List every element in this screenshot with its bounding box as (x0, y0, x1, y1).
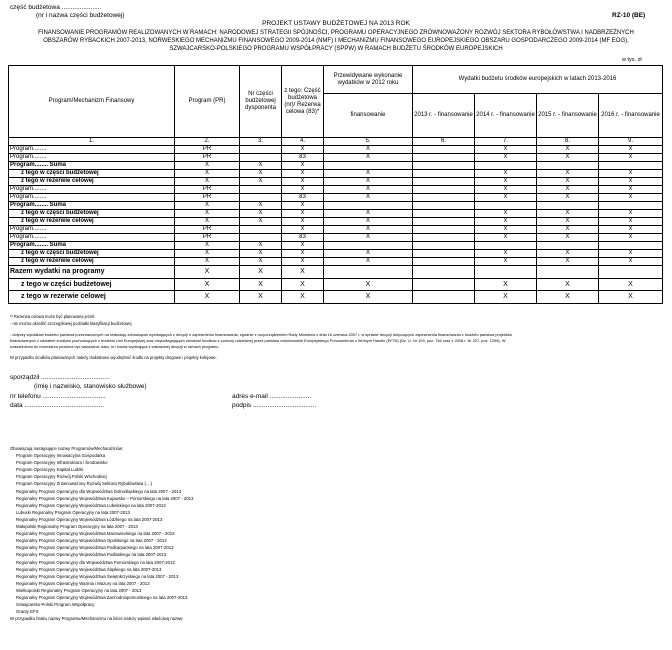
table-cell (475, 202, 537, 210)
table-cell: X (175, 258, 240, 266)
list-item: Regionalny Program Operacyjny Województwa Opolskiego na lata 2007 - 2013 (16, 538, 167, 544)
table-row (9, 250, 663, 258)
table-row (9, 154, 663, 162)
table-row (9, 210, 663, 218)
table-cell: X (324, 178, 413, 186)
table-cell: X (240, 266, 282, 279)
table-cell: X (324, 154, 413, 162)
table-cell: X (175, 202, 240, 210)
table-cell: X (599, 178, 663, 186)
note-3: - dotyczy wydatków budżetu państwa przeznaczonych na realizację zobowiązań wynikających z decyzji o zapewnieniu finansowania, zgodnie z rozporządzeniem Rady Ministrów z dnia 16 czerwca 2007 r. w sprawie decyzji dotyczących zapewnienia finansowania z budżetu państwa projektów (10, 332, 512, 337)
table-cell (599, 162, 663, 170)
table-cell: X (324, 250, 413, 258)
note-4: finansowanych z udziałem środków pochodzących z budżetu Unii Europejskiej oraz niepodlegających zwrotowi środków z pomocy udzielanej przez państwa członkowskie Europejskiego Porozumienia o Wolnym Handlu (EFTA) (Dz. U. Nr 109, poz. 746 oraz z 2008 r. Nr 207, poz. 1296). W (10, 338, 506, 343)
table-cell (475, 162, 537, 170)
table-cell: X (537, 291, 599, 304)
column-number-cell: 1. (9, 138, 175, 146)
table-cell: X (475, 234, 537, 242)
table-row (9, 258, 663, 266)
table-cell: X (240, 202, 282, 210)
column-number-cell: 9. (599, 138, 663, 146)
table-cell: X (282, 250, 324, 258)
table-cell: X (599, 194, 663, 202)
row-label: z tego w rezerwie celowej (9, 178, 175, 186)
table-cell: 83 (282, 194, 324, 202)
table-cell: X (537, 258, 599, 266)
table-cell (240, 186, 282, 194)
table-cell: X (599, 226, 663, 234)
table-cell: X (324, 186, 413, 194)
table-cell (413, 278, 475, 291)
table-cell: 83 (282, 234, 324, 242)
row-label: Program........ (9, 186, 175, 194)
list-item: Małopolski Regionalny Program Operacyjny na lata 2007 - 2013 (16, 524, 138, 530)
table-cell: X (599, 218, 663, 226)
table-cell: X (282, 266, 324, 279)
list-item: Szwajcarsko-Polski Program Współpracy (16, 602, 95, 608)
form-code: RZ-10 (BE) (612, 12, 646, 19)
document-title: PROJEKT USTAWY BUDŻETOWEJ NA 2013 ROK (262, 20, 410, 27)
table-cell: X (475, 194, 537, 202)
table-cell: X (475, 226, 537, 234)
table-cell: X (324, 170, 413, 178)
column-number-cell: 4. (282, 138, 324, 146)
table-cell: X (475, 154, 537, 162)
podpis-line: podpis ................................... (232, 402, 317, 409)
table-cell: X (475, 178, 537, 186)
table-cell: PR (175, 226, 240, 234)
table-cell: X (282, 291, 324, 304)
table-cell (240, 226, 282, 234)
row-label: z tego w części budżetowej (9, 250, 175, 258)
table-row (9, 146, 663, 154)
table-cell: X (475, 210, 537, 218)
program-list-footer: W przypadku braku nazwy Programu/Mechanizmu na liście należy wpisać właściwą nazwę (10, 616, 183, 622)
table-cell: X (240, 210, 282, 218)
row-label: Program........ Suma (9, 202, 175, 210)
row-label: Program........ Suma (9, 242, 175, 250)
table-cell (413, 194, 475, 202)
table-cell: X (282, 218, 324, 226)
list-item: Regionalny Program Operacyjny dla Województwa Dolnośląskiego na lata 2007 - 2013 (16, 488, 182, 494)
table-cell: X (282, 186, 324, 194)
list-item: Program Operacyjny Kapitał Ludzki (16, 467, 84, 473)
table-cell: X (282, 258, 324, 266)
table-cell (537, 242, 599, 250)
table-cell: X (475, 218, 537, 226)
program-list (10, 445, 193, 622)
table-cell (413, 234, 475, 242)
table-cell (324, 202, 413, 210)
sporzadzil-line: sporządził ...................................... (10, 374, 110, 381)
table-cell (413, 162, 475, 170)
table-cell: X (240, 170, 282, 178)
list-item: Regionalny Program Operacyjny Województwa Śląskiego na lata 2007-2013 (16, 566, 162, 572)
table-cell (413, 186, 475, 194)
header-2014: 2014 r. - finansowanie (475, 94, 537, 138)
table-cell: PR (175, 234, 240, 242)
table-cell (240, 234, 282, 242)
header-wydatki: Wydatki budżetu środków europejskich w latach 2013-2016 (413, 66, 663, 94)
table-cell (413, 154, 475, 162)
table-cell (413, 291, 475, 304)
row-label: Razem wydatki na programy (9, 266, 175, 279)
header-program: Program/Mechanizm Finansowy (9, 66, 175, 138)
note-5: uzasadnieniu do formularza powinna być wskazana: data, nr i kwota wynikająca z wskazanej decyzji w ramach programu. (10, 344, 220, 349)
table-cell: X (324, 278, 413, 291)
telefon-line: nr telefonu ................................... (10, 393, 106, 400)
table-cell (413, 170, 475, 178)
list-item: Regionalny Program Operacyjny Województwa Łódzkiego na lata 2007-2013 (16, 516, 163, 522)
table-cell: X (175, 218, 240, 226)
column-number-row (9, 138, 663, 146)
table-cell (413, 146, 475, 154)
list-item: Program Operacyjny Innowacyjna Gospodarka (16, 453, 106, 459)
table-cell: X (282, 178, 324, 186)
table-row (9, 162, 663, 170)
table-cell: X (240, 250, 282, 258)
row-label: z tego w rezerwie celowej (9, 218, 175, 226)
table-cell: X (537, 218, 599, 226)
table-cell (537, 266, 599, 279)
table-cell (599, 266, 663, 279)
table-cell: X (240, 218, 282, 226)
table-cell: X (175, 242, 240, 250)
note-1: */ Rezerwa celowa może być planowana jeżeli: (10, 314, 96, 319)
table-cell (413, 242, 475, 250)
table-cell: X (537, 194, 599, 202)
table-cell: X (537, 210, 599, 218)
table-cell: X (240, 258, 282, 266)
table-cell (413, 178, 475, 186)
table-row (9, 202, 663, 210)
header-z-tego: z tego: Część budżetowa (nr)/ Rezerwa celowa (83)* (282, 66, 324, 138)
subtitle-line-1: FINANSOWANIE PROGRAMÓW REALIZOWANYCH W RAMACH: NARODOWEJ STRATEGII SPÓJNOŚCI, PROGRAMU OPERACYJNEGO ZRÓWNOWAŻONY ROZWÓJ SEKTORA RYBOŁÓWSTWA I NADBRZEŻNYCH (38, 30, 634, 36)
row-label: Program........ Suma (9, 162, 175, 170)
table-cell: X (475, 146, 537, 154)
header-2013: 2013 r. - finansowanie (413, 94, 475, 138)
table-cell: X (175, 210, 240, 218)
email-line: adres e-mail ....................... (232, 393, 312, 400)
table-cell: X (324, 210, 413, 218)
table-cell (475, 242, 537, 250)
row-label: z tego w części budżetowej (9, 278, 175, 291)
table-cell: X (537, 178, 599, 186)
table-cell: X (175, 250, 240, 258)
list-item: Program Operacyjny Rozwój Polski Wschodniej (16, 474, 107, 480)
list-item: Regionalny Program Operacyjny Województwa Świętokrzyskiego na lata 2007 - 2013 (16, 573, 179, 579)
column-number-cell: 2. (175, 138, 240, 146)
table-cell (240, 146, 282, 154)
table-cell: X (599, 278, 663, 291)
list-item: Regionalny Program Operacyjny Województwa Kujawsko – Pomorskiego na lata 2007 - 2013 (16, 495, 194, 501)
table-cell: X (175, 266, 240, 279)
column-number-cell: 6. (413, 138, 475, 146)
table-row (9, 218, 663, 226)
header-finansowanie: finansowanie (324, 94, 413, 138)
unit-label: w tys. zł (622, 57, 642, 63)
table-row (9, 266, 663, 279)
table-cell: X (599, 234, 663, 242)
row-label: Program........ (9, 194, 175, 202)
table-cell: X (282, 226, 324, 234)
subtitle-line-2: OBSZARÓW RYBACKICH 2007-2013, NORWESKIEGO MECHANIZMU FINANSOWEGO 2009-2014 (NMF) I MECHANIZMU FINANSOWEGO EUROPEJSKIEGO OBSZARU GOSPODARCZEGO 2009-2014 (MF EOG), (43, 38, 629, 44)
table-row (9, 186, 663, 194)
table-row (9, 170, 663, 178)
table-cell (537, 202, 599, 210)
data-line: data ............................................ (10, 402, 104, 409)
table-cell: X (324, 194, 413, 202)
table-cell: X (537, 154, 599, 162)
row-label: Program........ (9, 154, 175, 162)
list-item: Regionalny Program Operacyjny Województwa Podkarpackiego na lata 2007-2013 (16, 545, 174, 551)
row-label: z tego w rezerwie celowej (9, 291, 175, 304)
table-cell: X (175, 162, 240, 170)
column-number-cell: 7. (475, 138, 537, 146)
table-cell: X (599, 170, 663, 178)
table-cell (413, 250, 475, 258)
table-cell: X (537, 186, 599, 194)
table-cell: X (240, 278, 282, 291)
table-cell: X (282, 162, 324, 170)
row-label: Program........ (9, 226, 175, 234)
table-cell: X (282, 146, 324, 154)
table-cell: X (175, 178, 240, 186)
table-cell: X (537, 250, 599, 258)
table-cell: X (324, 226, 413, 234)
table-cell: X (324, 234, 413, 242)
table-cell (413, 226, 475, 234)
table-cell: X (175, 278, 240, 291)
table-row (9, 178, 663, 186)
czesc-budzetowa-caption: (nr i nazwa części budżetowej) (36, 12, 125, 19)
table-cell (413, 210, 475, 218)
table-cell: X (599, 186, 663, 194)
table-cell: X (475, 258, 537, 266)
row-label: z tego w części budżetowej (9, 170, 175, 178)
imie-caption: (imię i nazwisko, stanowisko służbowe) (34, 383, 147, 390)
list-item: Regionalny Program Operacyjny Województwa Lubelskiego na lata 2007-2013 (16, 502, 166, 508)
table-cell: X (599, 154, 663, 162)
table-cell: X (282, 210, 324, 218)
header-nr-czesci: Nr części budżetowej dysponenta (240, 66, 282, 138)
table-cell: X (175, 291, 240, 304)
column-number-cell: 5. (324, 138, 413, 146)
list-item: Regionalny Program Operacyjny Warmia i Mazury na lata 2007 - 2013 (16, 580, 150, 586)
row-label: z tego w części budżetowej (9, 210, 175, 218)
subtitle-line-3: SZWAJCARSKO-POLSKIEGO PROGRAMU WSPÓŁPRACY (SPPW) W RAMACH BUDŻETU ŚRODKÓW EUROPEJSKICH (169, 46, 503, 52)
table-cell (413, 202, 475, 210)
table-cell: X (240, 178, 282, 186)
table-cell: X (282, 170, 324, 178)
table-cell: PR (175, 146, 240, 154)
table-row (9, 291, 663, 304)
table-cell (324, 266, 413, 279)
table-cell (413, 266, 475, 279)
table-cell: X (324, 258, 413, 266)
header-2016: 2016 r. - finansowanie (599, 94, 663, 138)
table-cell: 83 (282, 154, 324, 162)
table-cell: X (175, 170, 240, 178)
table-cell: X (599, 258, 663, 266)
row-label: z tego w rezerwie celowej (9, 258, 175, 266)
table-cell: X (282, 202, 324, 210)
program-list-title: Obowiązują następujące nazwy Programów/Mechanizmów: (10, 446, 124, 451)
table-cell (324, 162, 413, 170)
table-cell: X (599, 291, 663, 304)
table-row (9, 242, 663, 250)
czesc-budzetowa-line: część budżetowa ...................... (10, 4, 102, 11)
list-item: Lubuski Regionalny Program Operacyjny na lata 2007-2013 (16, 509, 130, 515)
table-cell: X (240, 242, 282, 250)
table-cell: X (537, 226, 599, 234)
header-2015: 2015 r. - finansowanie (537, 94, 599, 138)
note-2: - nie można określić szczegółowej podziałki klasyfikacji budżetowej (10, 321, 132, 326)
header-pr: Program (PR) (175, 66, 240, 138)
table-cell (324, 242, 413, 250)
table-row (9, 194, 663, 202)
table-cell (240, 154, 282, 162)
table-cell: X (475, 170, 537, 178)
table-cell: X (282, 278, 324, 291)
table-cell: X (282, 242, 324, 250)
table-cell (475, 266, 537, 279)
table-cell: PR (175, 194, 240, 202)
row-label: Program........ (9, 146, 175, 154)
table-cell (240, 194, 282, 202)
table-cell (413, 258, 475, 266)
table-row (9, 278, 663, 291)
column-number-cell: 8. (537, 138, 599, 146)
table-cell: X (537, 170, 599, 178)
table-row (9, 234, 663, 242)
table-cell: X (475, 250, 537, 258)
table-cell: X (475, 291, 537, 304)
column-number-cell: 3. (240, 138, 282, 146)
table-cell: X (240, 291, 282, 304)
table-cell: X (324, 291, 413, 304)
list-item: Regionalny Program Operacyjny dla Województwa Pomorskiego na lata 2007-2013 (16, 559, 175, 565)
note-6: W przypadku środków planowanych należy dodatkowo wyodrębnić środki na projekty drogowe i projekty kolejowe. (10, 355, 217, 360)
table-cell: X (475, 278, 537, 291)
list-item: Regionalny Program Operacyjny Województwa Podlaskiego na lata 2007-2013 (16, 552, 167, 558)
list-item: Regionalny Program Operacyjny Województwa Zachodniopomorskiego na lata 2007-2013 (16, 594, 188, 600)
table-cell: X (599, 146, 663, 154)
table-cell (599, 202, 663, 210)
table-row (9, 226, 663, 234)
list-item: Program Operacyjny Infrastruktura i Środowisko (16, 460, 108, 466)
list-item: Program Operacyjny Zrównoważony Rozwój Sektora Rybołówstwa (....) (16, 481, 153, 487)
table-cell: X (537, 278, 599, 291)
table-cell: X (599, 210, 663, 218)
table-cell: PR (175, 154, 240, 162)
list-item: Wielkopolski Regionalny Program Operacyjny na lata 2007 - 2013 (16, 587, 142, 593)
table-cell: X (240, 162, 282, 170)
table-cell: X (599, 250, 663, 258)
table-cell: X (324, 146, 413, 154)
table-cell: X (537, 234, 599, 242)
table-cell (537, 162, 599, 170)
list-item: Granty EFS (16, 609, 39, 615)
table-cell: X (537, 146, 599, 154)
table-cell: PR (175, 186, 240, 194)
header-przewidywane: Przewidywane wykonanie wydatków w 2012 roku (324, 66, 413, 94)
table-cell (599, 242, 663, 250)
table-cell: X (324, 218, 413, 226)
table-cell (413, 218, 475, 226)
budget-table (8, 65, 663, 304)
row-label: Program........ (9, 234, 175, 242)
list-item: Regionalny Program Operacyjny Województwa Mazowieckiego na lata 2007 - 2013 (16, 531, 175, 537)
table-cell: X (475, 186, 537, 194)
